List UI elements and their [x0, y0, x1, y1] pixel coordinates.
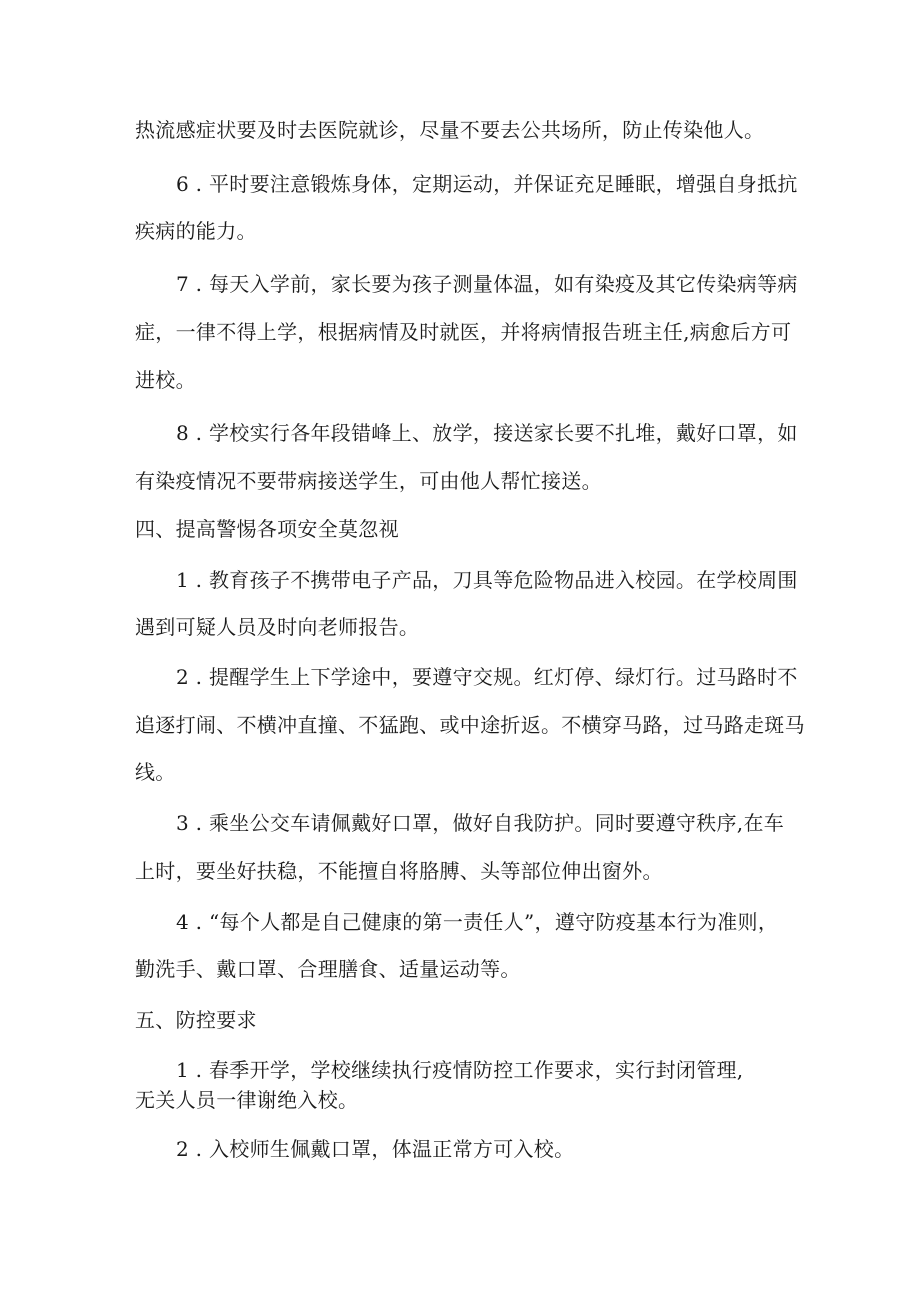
list-item-7-line: 进校。	[135, 368, 196, 392]
section-4-item-4-line: 勤洗手、戴口罩、合理膳食、适量运动等。	[135, 957, 521, 981]
section-4-item-1-line: 1 . 教育孩子不携带电子产品，刀具等危险物品进入校园。在学校周围	[176, 568, 798, 592]
list-item-6-line: 疾病的能力。	[135, 219, 257, 243]
list-item-7-line: 症，一律不得上学，根据病情及时就医，并将病情报告班主任,病愈后方可	[135, 320, 792, 344]
list-item-6-line: 6 . 平时要注意锻炼身体，定期运动，并保证充足睡眠，增强自身抵抗	[176, 172, 798, 196]
list-item-8-line: 8 . 学校实行各年段错峰上、放学，接送家长要不扎堆，戴好口罩，如	[176, 421, 798, 445]
section-4-item-2-line: 2 . 提醒学生上下学途中，要遵守交规。红灯停、绿灯行。过马路时不	[176, 665, 798, 689]
section-5-item-1-line: 1 . 春季开学，学校继续执行疫情防控工作要求，实行封闭管理,	[176, 1058, 744, 1082]
section-4-item-3-line: 上时，要坐好扶稳，不能擅自将胳膊、头等部位伸出窗外。	[135, 859, 663, 883]
section-heading-5: 五、防控要求	[135, 1008, 257, 1032]
paragraph-line: 热流感症状要及时去医院就诊，尽量不要去公共场所，防止传染他人。	[135, 118, 765, 142]
section-4-item-4-line: 4 . “每个人都是自己健康的第一责任人”，遵守防疫基本行为准则，	[176, 910, 779, 934]
list-item-8-line: 有染疫情况不要带病接送学生，可由他人帮忙接送。	[135, 469, 602, 493]
section-4-item-2-line: 线。	[135, 760, 176, 784]
section-heading-4: 四、提高警惕各项安全莫忽视	[135, 517, 399, 541]
section-4-item-1-line: 遇到可疑人员及时向老师报告。	[135, 615, 420, 639]
section-4-item-2-line: 追逐打闹、不横冲直撞、不猛跑、或中途折返。不横穿马路，过马路走斑马	[135, 713, 805, 737]
list-item-7-line: 7 . 每天入学前，家长要为孩子测量体温，如有染疫及其它传染病等病	[176, 272, 798, 296]
section-5-item-1-line: 无关人员一律谢绝入校。	[135, 1088, 359, 1112]
section-4-item-3-line: 3 . 乘坐公交车请佩戴好口罩，做好自我防护。同时要遵守秩序,在车	[176, 811, 785, 835]
section-5-item-2-line: 2 . 入校师生佩戴口罩，体温正常方可入校。	[176, 1137, 575, 1161]
